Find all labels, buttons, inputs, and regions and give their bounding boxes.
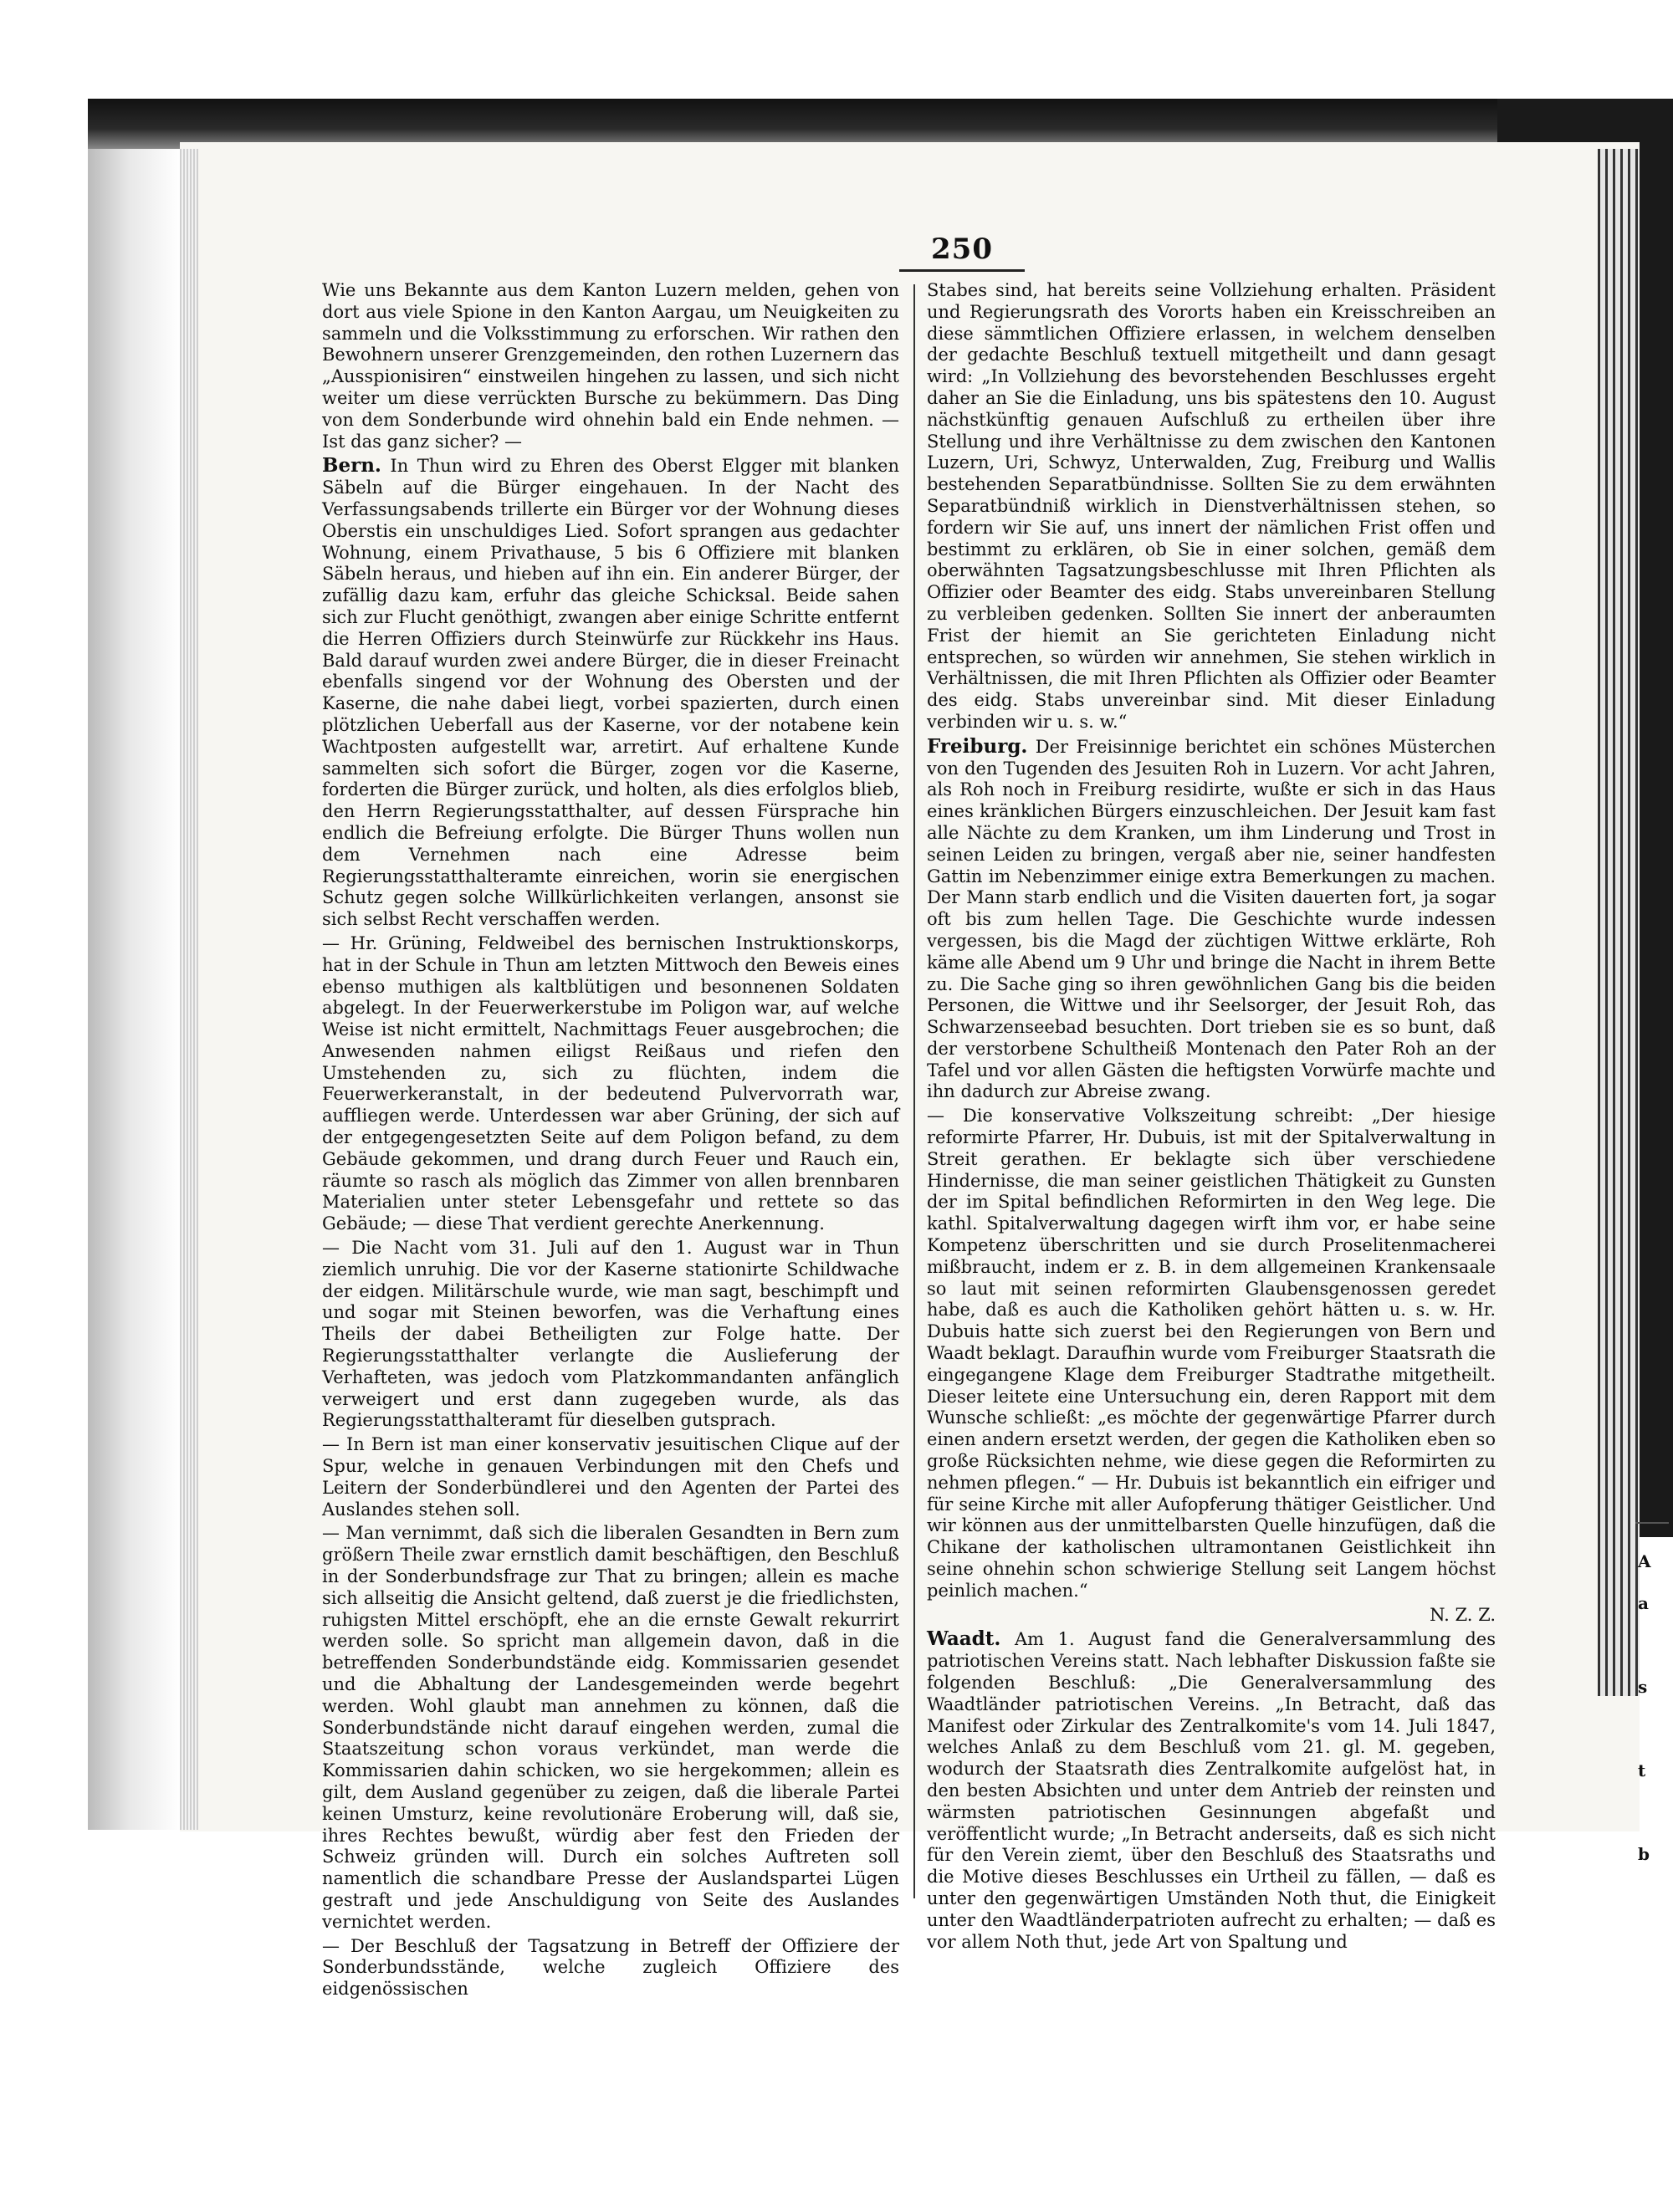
page-number: 250: [931, 232, 993, 266]
page-number-rule: [899, 269, 1025, 272]
article-bern: [322, 455, 899, 931]
paragraph-beschluss: — Der Beschluß der Tagsatzung in Betreff der Offiziere der Sonderbundsstände, welche zugleich Offiziere des eidgenössischen: [322, 1935, 899, 2000]
section-heading-waadt: Waadt.: [927, 1627, 1001, 1651]
source-signature: N. Z. Z.: [1430, 1604, 1496, 1625]
page-edge-stack: [180, 149, 198, 1830]
paragraph-clique: — In Bern ist man einer konservativ jesuitischen Clique auf der Spur, welche in genauen Verbindungen mit den Chefs und Leitern der Sonderbündlerei und den Agenten der Partei des Auslandes stehen soll.: [322, 1434, 899, 1520]
left-column: [322, 280, 899, 2003]
scan-border-top: [88, 99, 1669, 149]
facing-page-fragment: t: [1638, 1760, 1646, 1780]
facing-page-rule: [1635, 1522, 1669, 1524]
right-column: [927, 280, 1496, 1955]
facing-page-edge: [1598, 149, 1640, 1696]
article-freiburg: [927, 736, 1496, 1104]
facing-page-fragment: a: [1638, 1593, 1649, 1613]
facing-page-fragment: A: [1638, 1551, 1651, 1571]
waadt-body: Am 1. August fand die Generalversammlung des patriotischen Vereins statt. Nach lebhafter Diskussion faßte sie folgenden Beschluß: „Die Generalversammlung des Waadtländer patriotischen Vereins. „In Betracht, daß das Manifest oder Zirkular des Zentralkomite's vom 14. Juli 1847, welches Anlaß zu dem Beschluß vom 21. gl. M. gegeben, wodurch der Staatsrath dies Zentralkomite aufgelöst hat, in den besten Absichten und unter dem Antrieb der reinsten und wärmsten patriotischen Gesinnungen abgefaßt und veröffentlicht wurde; „In Betracht anderseits, daß es sich nicht für den Verein ziemt, über den Beschluß des Staatsraths und die Motive dieses Beschlusses ein Urtheil zu fällen, — daß es unter den gegenwärtigen Umständen Noth thut, die Einigkeit unter den Waadtländerpatrioten aufrecht zu erhalten; — daß es vor allem Noth thut, jede Art von Spaltung und: [927, 1629, 1496, 1952]
paragraph-gruening: — Hr. Grüning, Feldweibel des bernischen Instruktionskorps, hat in der Schule in Thun am letzten Mittwoch den Beweis eines ebenso muthigen als kaltblütigen und besonnenen Soldaten abgelegt. In der Feuerwerkerstube im Poligon war, auf welche Weise ist nicht ermittelt, Nachmittags Feuer ausgebrochen; die Anwesenden nahmen eiligst Reißaus und riefen den Umstehenden zu, sich zu flüchten, indem die Feuerwerkeranstalt, in der bedeutend Pulvervorrath war, auffliegen werde. Unterdessen war aber Grüning, der sich auf der entgegengesetzten Seite auf dem Poligon befand, zu dem Gebäude gekommen, und drang durch Feuer und Rauch ein, räumte so rasch als möglich das Zimmer von allen brennbaren Materialien unter steter Lebensgefahr und rettete so das Gebäude; — diese That verdient gerechte Anerkennung.: [322, 932, 899, 1234]
book-spine-shadow: [88, 149, 180, 1830]
article-intro: Wie uns Bekannte aus dem Kanton Luzern melden, gehen von dort aus viele Spione in den Kanton Aargau, um Neuigkeiten zu sammeln und die Volksstimmung zu erforschen. Wir rathen den Bewohnern unserer Grenzgemeinden, den rothen Luzernern das „Ausspionisiren“ einstweilen hingehen zu lassen, und sich nicht weiter um diese verrückten Bursche zu bekümmern. Das Ding von dem Sonderbunde wird ohnehin bald ein Ende nehmen. — Ist das ganz sicher? —: [322, 280, 899, 452]
continued-text: Stabes sind, hat bereits seine Vollziehung erhalten. Präsident und Regierungsrath des Vororts haben ein Kreisschreiben an diese sämmtlichen Offiziere erlassen, in welchem denselben der gedachte Beschluß textuell mitgetheilt und dann gesagt wird: „In Vollziehung des bevorstehenden Beschlusses ergeht daher an Sie die Einladung, uns bis spätestens den 10. August nächstkünftig genauen Aufschluß zu ertheilen über ihre Stellung und ihre Verhältnisse zu dem zwischen den Kantonen Luzern, Uri, Schwyz, Unterwalden, Zug, Freiburg und Wallis bestehenden Separatbündnisse. Sollten Sie zu dem erwähnten Separatbündniß wirklich in Dienstverhältnissen stehen, so fordern wir Sie auf, uns innert der nämlichen Frist offen und bestimmt zu erklären, ob Sie in einer solchen, gemäß dem oberwähnten Tagsatzungsbeschlusse mit Ihren Pflichten als Offizier oder Beamter des eidg. Stabs unvereinbaren Stellung zu verbleiben gedenken. Sollten Sie innert der anberaumten Frist der hiemit an Sie gerichteten Einladung nicht entsprechen, so würden wir annehmen, Sie stehen wirklich in Verhältnissen, die mit Ihren Pflichten als Offizier oder Beamter des eidg. Stabs unvereinbar sind. Mit dieser Einladung verbinden wir u. s. w.“: [927, 280, 1496, 732]
facing-page-fragment: s: [1638, 1677, 1648, 1697]
paragraph-dubuis: — Die konservative Volkszeitung schreibt: „Der hiesige reformirte Pfarrer, Hr. Dubuis, ist mit der Spitalverwaltung in Streit gerathen. Er beklagte sich über verschiedene Hindernisse, die man seiner geistlichen Thätigkeit zu Gunsten der im Spital befindlichen Reformirten in den Weg lege. Die kathl. Spitalverwaltung dagegen wirft ihm vor, er habe seine Kompetenz überschritten und sie durch Proselitenmacherei mißbraucht, indem er z. B. in dem allgemeinen Krankensaale so laut mit seinen reformirten Glaubensgenossen geredet habe, daß es auch die Katholiken gehört hätten u. s. w. Hr. Dubuis hatte sich zuerst bei den Regierungen von Bern und Waadt beklagt. Daraufhin wurde vom Freiburger Staatsrath die eingegangene Klage dem Freiburger Stadtrathe mitgetheilt. Dieser leitete eine Untersuchung ein, deren Rapport mit dem Wunsche schließt: „es möchte der gegenwärtige Pfarrer durch einen andern ersetzt werden, der gegen die Katholiken eben so große Rücksichten nehme, wie diese gegen die Reformirten zu nehmen pflegen.“ — Hr. Dubuis ist bekanntlich ein eifriger und für seine Kirche mit aller Aufopferung thätiger Geistlicher. Und wir können aus der unmittelbarsten Quelle hinzufügen, daß die Chikane der katholischen ultramontanen Geistlichkeit ihn seine ohnehin schon schwierige Stellung seit Langem höchst peinlich machen.“: [927, 1106, 1496, 1601]
bern-body: In Thun wird zu Ehren des Oberst Elgger mit blanken Säbeln auf die Bürger eingehauen. In der Nacht des Verfassungsabends trillerte ein Bürger vor der Wohnung dieses Oberstis ein unschuldiges Lied. Sofort sprangen aus gedachter Wohnung, einem Privathause, 5 bis 6 Offiziere mit blanken Säbeln heraus, und hieben auf ihn ein. Ein anderer Bürger, der zufällig dazu kam, erfuhr das gleiche Schicksal. Beide sahen sich zur Flucht genöthigt, zwangen aber einige Schritte entfernt die Herren Offiziers durch Steinwürfe zur Rückkehr ins Haus. Bald darauf wurden zwei andere Bürger, die in dieser Freinacht ebenfalls singend vor der Wohnung des Obersten und der Kaserne, die nahe dabei liegt, vorbei spazierten, durch einen plötzlichen Ueberfall aus der Kaserne, vor der notabene kein Wachtposten aufgestellt war, arretirt. Auf erhaltene Kunde sammelten sich sofort die Bürger, zogen vor die Kaserne, forderten die Bürger zurück, und holten, als dies erfolglos blieb, den Herrn Regierungsstatthalter, auf dessen Fürsprache hin endlich die Befreiung erfolgte. Die Bürger Thuns wollen nun dem Vernehmen nach eine Adresse beim Regierungsstatthalteramte einreichen, worin sie energischen Schutz gegen solche Willkürlichkeiten verlangen, ansonst sie sich selbst Recht verschaffen werden.: [322, 456, 899, 930]
paragraph-gesandten: — Man vernimmt, daß sich die liberalen Gesandten in Bern zum größern Theile zwar ernstlich damit beschäftigen, den Beschluß in der Sonderbundsfrage zur That zu bringen; allein es mache sich allseitig die Ansicht geltend, daß zuerst je die friedlichsten, ruhigsten Mittel erschöpft, ehe an die ernste Gewalt rekurrirt werden solle. So spricht man allgemein davon, daß in die betreffenden Sonderbundstände eidg. Kommissarien gesendet und die Abhaltung der Landesgemeinden werde begehrt werden. Wohl glaubt man annehmen zu können, daß die Sonderbundstände nicht darauf eingehen werden, zumal die Staatszeitung schon voraus verkündet, man werde die Kommissarien dahin schicken, wo sie hergekommen; allein es gilt, dem Ausland gegenüber zu zeigen, daß die liberale Partei keinen Umsturz, keine revolutionäre Eroberung will, daß sie, ihres Rechtes bewußt, würdig aber fest den Frieden der Schweiz gründen will. Durch ein solches Auftreten soll namentlich die schandbare Presse der Auslandspartei Lügen gestraft und jede Anschuldigung von Seite des Auslandes vernichtet werden.: [322, 1523, 899, 1932]
section-heading-freiburg: Freiburg.: [927, 734, 1028, 758]
paragraph-nacht: — Die Nacht vom 31. Juli auf den 1. August war in Thun ziemlich unruhig. Die vor der Kaserne stationirte Schildwache der eidgen. Militärschule wurde, wie man sagt, beschimpft und und sogar mit Steinen beworfen, was die Verhaftung eines Theils der dabei Betheiligten zur Folge hatte. Der Regierungsstatthalter verlangte die Auslieferung der Verhafteten, was jedoch vom Platzkommandanten anfänglich verweigert und erst dann zugegeben wurde, als das Regierungsstatthalteramt für dieselben gutsprach.: [322, 1238, 899, 1431]
freiburg-body: Der Freisinnige berichtet ein schönes Müsterchen von den Tugenden des Jesuiten Roh in Luzern. Vor acht Jahren, als Roh noch in Freiburg residirte, wußte er sich in das Haus eines kränklichen Bürgers einzuschleichen. Der Jesuit kam fast alle Nächte zu dem Kranken, um ihm Linderung und Trost in seinen Leiden zu bringen, vergaß aber nie, seiner handfesten Gattin im Nebenzimmer einige extra Bemerkungen zu machen. Der Mann starb endlich und die Visiten dauerten fort, ja sogar oft bis zum hellen Tage. Die Geschichte wurde indessen vergessen, bis die Magd der züchtigen Wittwe erklärte, Roh käme alle Abend um 9 Uhr und bringe die Nacht in ihrem Bette zu. Die Sache ging so ihren gewöhnlichen Gang bis die beiden Personen, die Wittwe und ihr Seelsorger, der Jesuit Roh, das Schwarzenseebad besuchten. Dort trieben sie es so bunt, daß der verstorbene Schultheiß Montenach den Pater Roh an der Tafel und vor allen Gästen die heftigsten Vorwürfe machte und ihn dadurch zur Abreise zwang.: [927, 736, 1496, 1102]
section-heading-bern: Bern.: [322, 454, 381, 478]
column-divider: [913, 284, 915, 1898]
facing-page-fragment: b: [1638, 1844, 1650, 1864]
article-waadt: [927, 1628, 1496, 1953]
